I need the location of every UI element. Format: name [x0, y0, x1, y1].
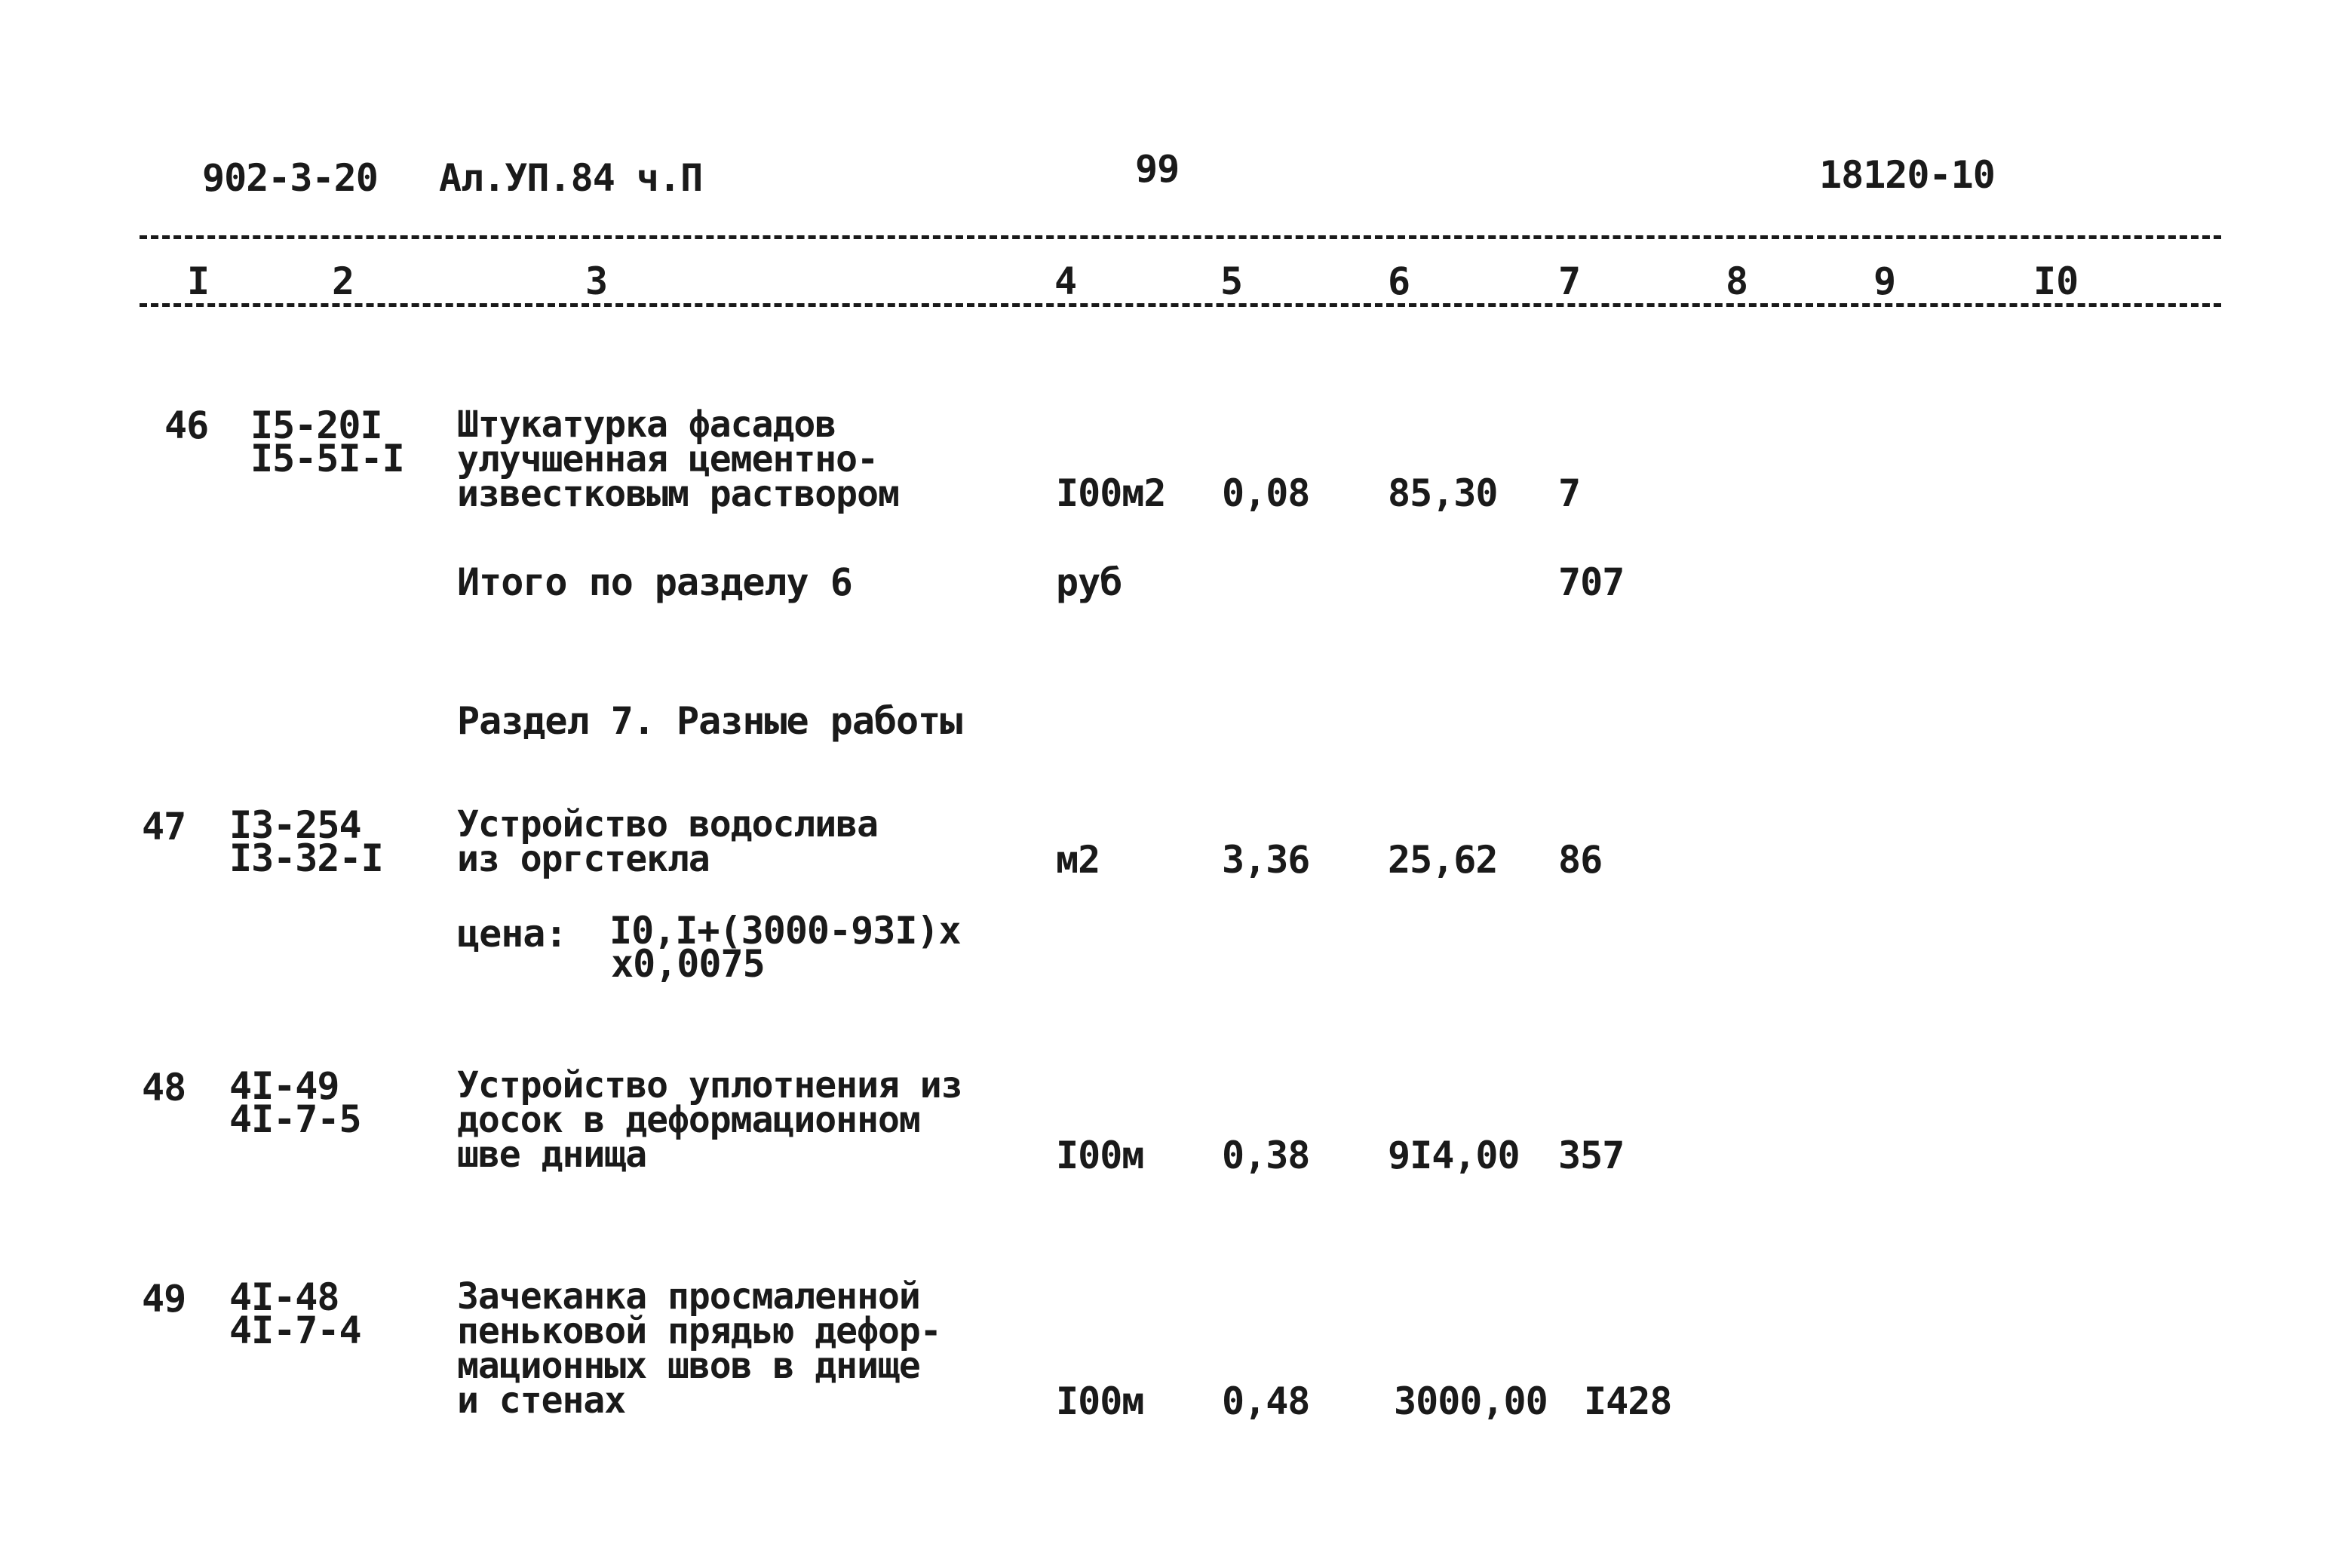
row-codes: I5-20I I5-5I-I	[250, 404, 404, 480]
row-codes: 4I-48 4I-7-4	[229, 1275, 361, 1352]
row-total: 86	[1558, 838, 1603, 882]
row-description: Устройство уплотнения из досок в деформационном шве днища	[457, 1064, 962, 1176]
row-quantity: 0,08	[1222, 471, 1310, 515]
section-title: Раздел 7. Разные работы	[457, 699, 962, 743]
row-quantity: 0,38	[1222, 1134, 1310, 1177]
row-unit-price: 9I4,00	[1388, 1134, 1520, 1177]
row-number: 49	[142, 1277, 186, 1321]
col-header-6: 6	[1388, 259, 1411, 303]
col-header-9: 9	[1873, 259, 1897, 303]
price-note-label: цена:	[457, 912, 567, 956]
col-header-10: I0	[2033, 259, 2079, 303]
row-total: 7	[1558, 471, 1581, 515]
sheet-code: 18120-10	[1819, 153, 1995, 197]
header-rule-bottom	[140, 303, 2221, 307]
row-unit-price: 85,30	[1388, 471, 1498, 515]
row-codes: I3-254 I3-32-I	[229, 803, 383, 880]
col-header-1: I	[187, 259, 210, 303]
doc-code: 902-3-20	[202, 156, 378, 200]
col-header-8: 8	[1726, 259, 1749, 303]
row-number: 48	[142, 1066, 186, 1109]
col-header-4: 4	[1054, 259, 1078, 303]
page-number: 99	[1135, 147, 1180, 191]
row-number: 47	[142, 805, 186, 848]
subtotal-unit: руб	[1056, 560, 1122, 604]
header-rule-top	[140, 235, 2221, 239]
row-description: Зачеканка просмаленной пеньковой прядью дефор- мационных швов в днище и стенах	[457, 1275, 941, 1422]
row-unit-price: 25,62	[1388, 838, 1498, 882]
price-note-formula: I0,I+(3000-93I)x x0,0075	[609, 909, 961, 986]
row-unit: I00м2	[1056, 471, 1166, 515]
row-unit: м2	[1056, 838, 1100, 882]
col-header-7: 7	[1558, 259, 1582, 303]
row-unit-price: 3000,00	[1394, 1379, 1548, 1423]
album-ref: Ал.УП.84 ч.П	[439, 156, 703, 200]
row-unit: I00м	[1056, 1379, 1144, 1423]
col-header-5: 5	[1220, 259, 1244, 303]
row-total: 357	[1558, 1134, 1625, 1177]
subtotal-label: Итого по разделу 6	[457, 560, 852, 604]
row-codes: 4I-49 4I-7-5	[229, 1064, 361, 1141]
subtotal-value: 707	[1558, 560, 1625, 604]
row-unit: I00м	[1056, 1134, 1144, 1177]
row-quantity: 0,48	[1222, 1379, 1310, 1423]
row-description: Устройство водослива из оргстекла	[457, 803, 878, 880]
row-number: 46	[164, 404, 209, 447]
row-quantity: 3,36	[1222, 838, 1310, 882]
col-header-2: 2	[332, 259, 355, 303]
row-description: Штукатурка фасадов улучшенная цементно- известковым раствором	[457, 404, 899, 515]
row-total: I428	[1584, 1379, 1672, 1423]
col-header-3: 3	[585, 259, 609, 303]
